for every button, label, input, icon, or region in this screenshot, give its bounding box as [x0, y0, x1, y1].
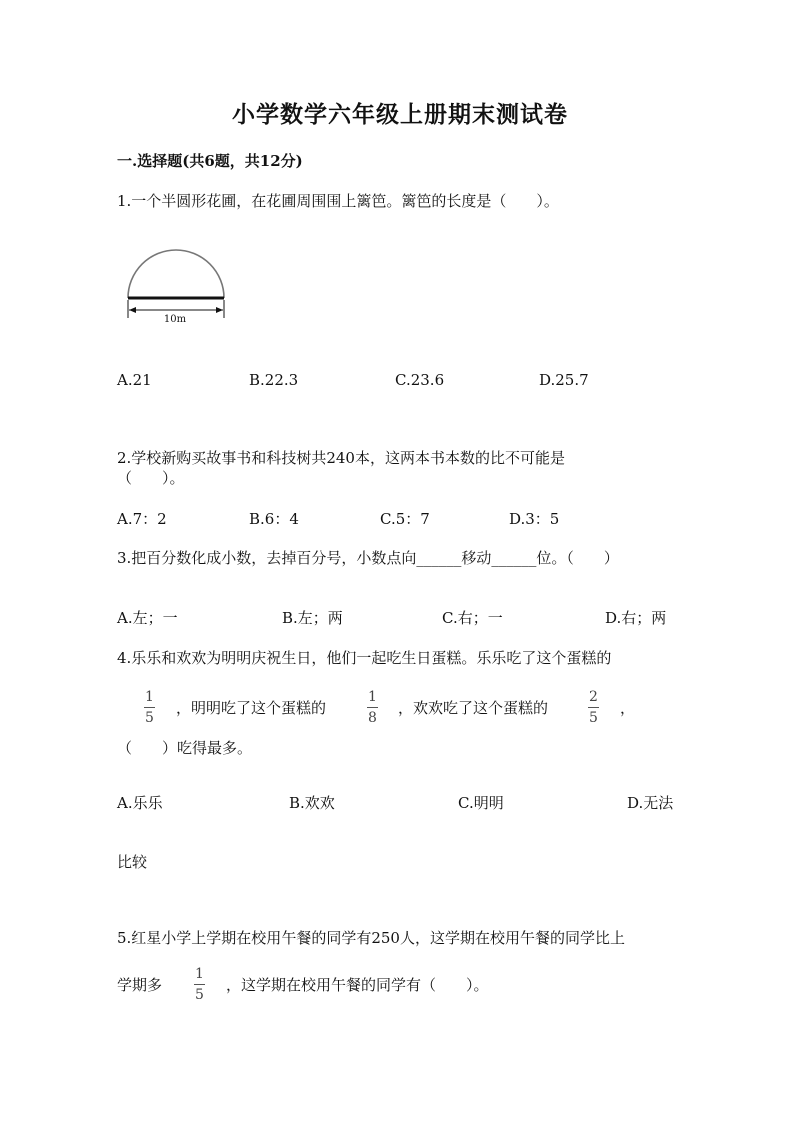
- q4-option-d-wrap[interactable]: 比较: [117, 853, 148, 871]
- question-4-segment-3: ，: [620, 699, 636, 717]
- q1-option-a[interactable]: A.21: [117, 371, 152, 389]
- page-title: 小学数学六年级上册期末测试卷: [232, 101, 568, 128]
- question-1-text: 1.一个半圆形花圃，在花圃周围围上篱笆。篱笆的长度是（ ）。: [117, 192, 559, 210]
- q4-option-b[interactable]: B.欢欢: [289, 794, 335, 812]
- q3-option-a[interactable]: A.左；一: [117, 609, 178, 627]
- fraction-bar: [588, 707, 599, 708]
- arrow-left-icon: [129, 307, 136, 313]
- question-4-segment-1: ，明明吃了这个蛋糕的: [176, 699, 327, 717]
- question-5-line-1: 5.红星小学上学期在校用午餐的同学有250人，这学期在校用午餐的同学比上: [117, 929, 625, 947]
- q2-option-b[interactable]: B.6：4: [249, 510, 299, 528]
- figure-label: 10m: [163, 314, 187, 325]
- q1-option-c[interactable]: C.23.6: [395, 371, 445, 389]
- fraction-numerator: 1: [195, 966, 204, 982]
- question-5-segment-1: 学期多: [117, 976, 163, 994]
- question-5-segment-2: ，这学期在校用午餐的同学有（ ）。: [226, 976, 489, 994]
- fraction-bar: [367, 707, 378, 708]
- question-2-line-2: （ ）。: [117, 469, 185, 487]
- semicircle-figure: [118, 248, 236, 328]
- fraction-denominator: 5: [589, 710, 598, 726]
- q4-option-d[interactable]: D.无法: [627, 794, 674, 812]
- fraction-denominator: 8: [368, 710, 377, 726]
- question-4-line-3: （ ）吃得最多。: [117, 739, 253, 757]
- arrow-right-icon: [216, 307, 223, 313]
- fraction-denominator: 5: [145, 710, 154, 726]
- fraction-numerator: 2: [589, 689, 598, 705]
- q1-option-d[interactable]: D.25.7: [539, 371, 589, 389]
- question-3-text: 3.把百分数化成小数，去掉百分号，小数点向______移动______位。（ ）: [117, 549, 619, 567]
- fraction-numerator: 1: [145, 689, 154, 705]
- fraction-bar: [144, 707, 155, 708]
- q2-option-d[interactable]: D.3：5: [509, 510, 560, 528]
- question-4-segment-2: ，欢欢吃了这个蛋糕的: [398, 699, 549, 717]
- q4-option-a[interactable]: A.乐乐: [117, 794, 163, 812]
- fraction-1-8: [367, 690, 378, 725]
- fraction-2-5: [588, 690, 599, 725]
- q3-option-b[interactable]: B.左；两: [282, 609, 343, 627]
- fraction-numerator: 1: [368, 689, 377, 705]
- q3-option-d[interactable]: D.右；两: [605, 609, 667, 627]
- question-2-line-1: 2.学校新购买故事书和科技树共240本，这两本书本数的比不可能是: [117, 449, 565, 467]
- q3-option-c[interactable]: C.右；一: [442, 609, 503, 627]
- q2-option-c[interactable]: C.5：7: [380, 510, 430, 528]
- fraction-bar: [194, 984, 205, 985]
- fraction-1-5-b: [194, 967, 205, 1002]
- q2-option-a[interactable]: A.7：2: [117, 510, 167, 528]
- q4-option-c[interactable]: C.明明: [458, 794, 504, 812]
- fraction-1-5-a: [144, 690, 155, 725]
- section-heading: 一.选择题(共6题，共12分): [117, 152, 303, 170]
- q1-option-b[interactable]: B.22.3: [249, 371, 299, 389]
- semicircle-arc: [128, 250, 224, 298]
- fraction-denominator: 5: [195, 987, 204, 1003]
- question-4-line-1: 4.乐乐和欢欢为明明庆祝生日，他们一起吃生日蛋糕。乐乐吃了这个蛋糕的: [117, 649, 612, 667]
